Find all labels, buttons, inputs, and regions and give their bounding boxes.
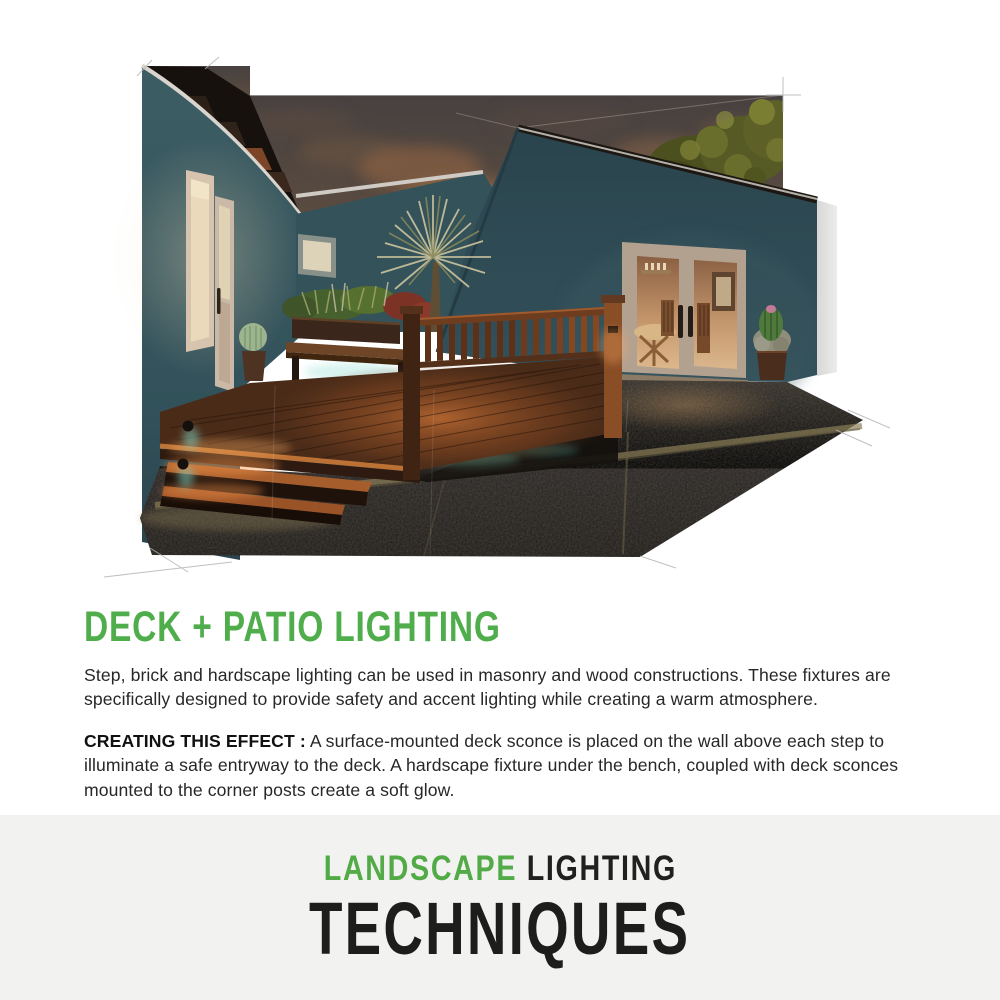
effect-label: CREATING THIS EFFECT : [84, 731, 306, 752]
footer-brand-word-landscape: LANDSCAPE [323, 849, 517, 888]
footer-brand-line [323, 851, 676, 886]
french-doors [616, 242, 748, 388]
door-handle [688, 306, 693, 337]
section-title: DECK + PATIO LIGHTING [84, 603, 501, 651]
page-edge-panel [817, 200, 837, 376]
effect-text: A surface-mounted deck sconce is placed on the wall above each step to illuminate a safe entryway to the deck. A hardscape fixture under the bench, coupled with deck sconces mounted to the corner posts create a soft glow. [84, 731, 899, 800]
effect-paragraph [84, 729, 932, 802]
section-paragraph: Step, brick and hardscape lighting can be used in masonry and wood constructions. These fixtures are specifically designed to provide safety and accent lighting while creating a warm atmosphere. [84, 665, 891, 710]
footer-title: TECHNIQUES [309, 887, 691, 970]
cactus-flower [766, 305, 776, 313]
door-handle [678, 305, 683, 338]
description-section [84, 603, 932, 820]
footer-band [0, 815, 1000, 1000]
footer-brand-word-lighting: LIGHTING [526, 849, 677, 888]
